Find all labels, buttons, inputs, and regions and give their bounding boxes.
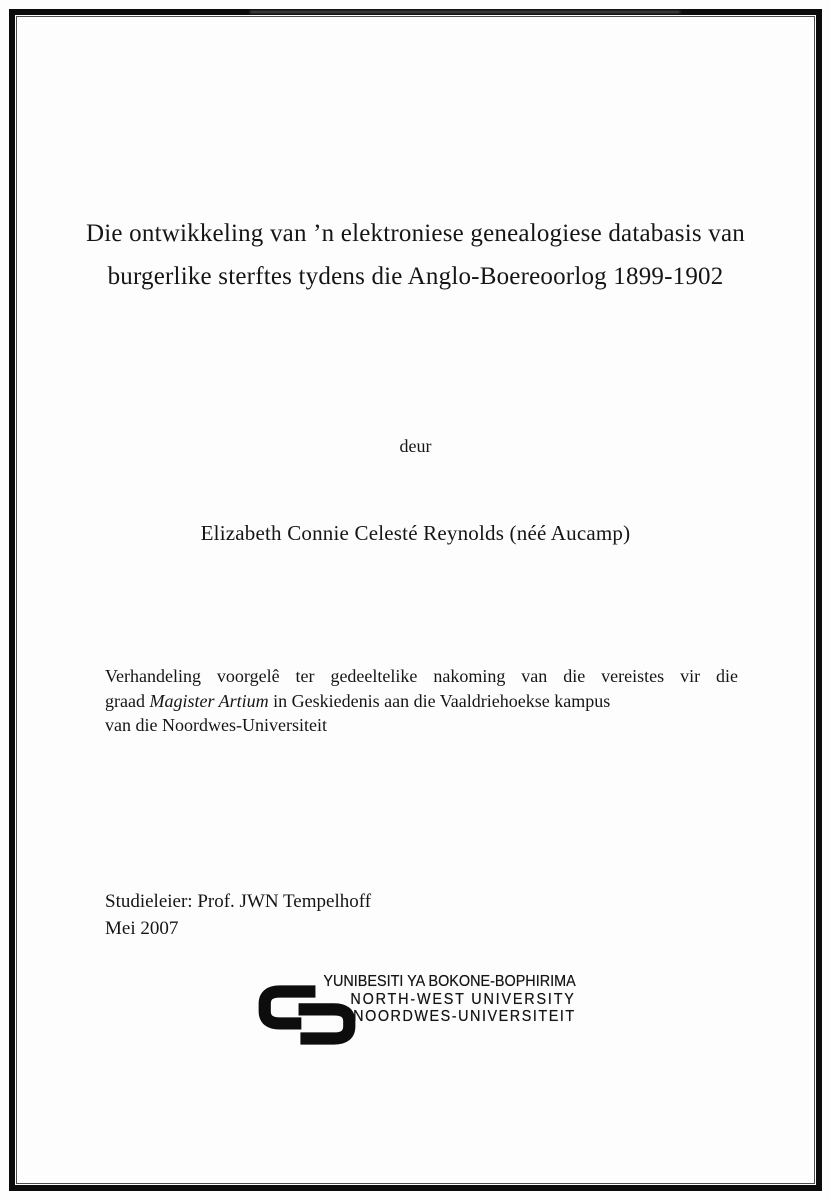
degree-statement-line2-post: in Geskiedenis aan die Vaaldriehoekse kampus bbox=[268, 690, 611, 711]
degree-statement-line1: Verhandeling voorgelê ter gedeeltelike nakoming van die vereistes vir die bbox=[105, 666, 738, 686]
degree-statement-line3: van die Noordwes-Universiteit bbox=[105, 715, 327, 735]
university-name-setswana: YUNIBESITI YA BOKONE-BOPHIRIMA bbox=[323, 973, 576, 990]
date-line: Mei 2007 bbox=[105, 918, 179, 939]
byline: deur bbox=[399, 436, 432, 456]
degree-statement bbox=[105, 664, 738, 738]
scan-artifact bbox=[250, 11, 680, 13]
university-name-english: NORTH-WEST UNIVERSITY bbox=[350, 990, 576, 1008]
thesis-title-line2: burgerlike sterftes tydens die Anglo-Boereoorlog 1899-1902 bbox=[107, 263, 724, 290]
supervisor-line: Studieleier: Prof. JWN Tempelhoff bbox=[105, 891, 372, 912]
degree-name: Magister Artium bbox=[149, 690, 269, 711]
university-logo bbox=[257, 971, 597, 1071]
degree-statement-line2 bbox=[105, 689, 738, 714]
supervisor-block bbox=[105, 888, 371, 942]
thesis-title-line1: Die ontwikkeling van ’n elektroniese genealogiese databasis van bbox=[86, 220, 745, 247]
university-name-afrikaans: NOORDWES-UNIVERSITEIT bbox=[353, 1008, 576, 1025]
thesis-title bbox=[45, 212, 786, 298]
author-name: Elizabeth Connie Celesté Reynolds (néé Aucamp) bbox=[200, 521, 631, 545]
university-logo-text bbox=[321, 973, 576, 1026]
degree-statement-line2-pre: graad bbox=[105, 690, 150, 711]
